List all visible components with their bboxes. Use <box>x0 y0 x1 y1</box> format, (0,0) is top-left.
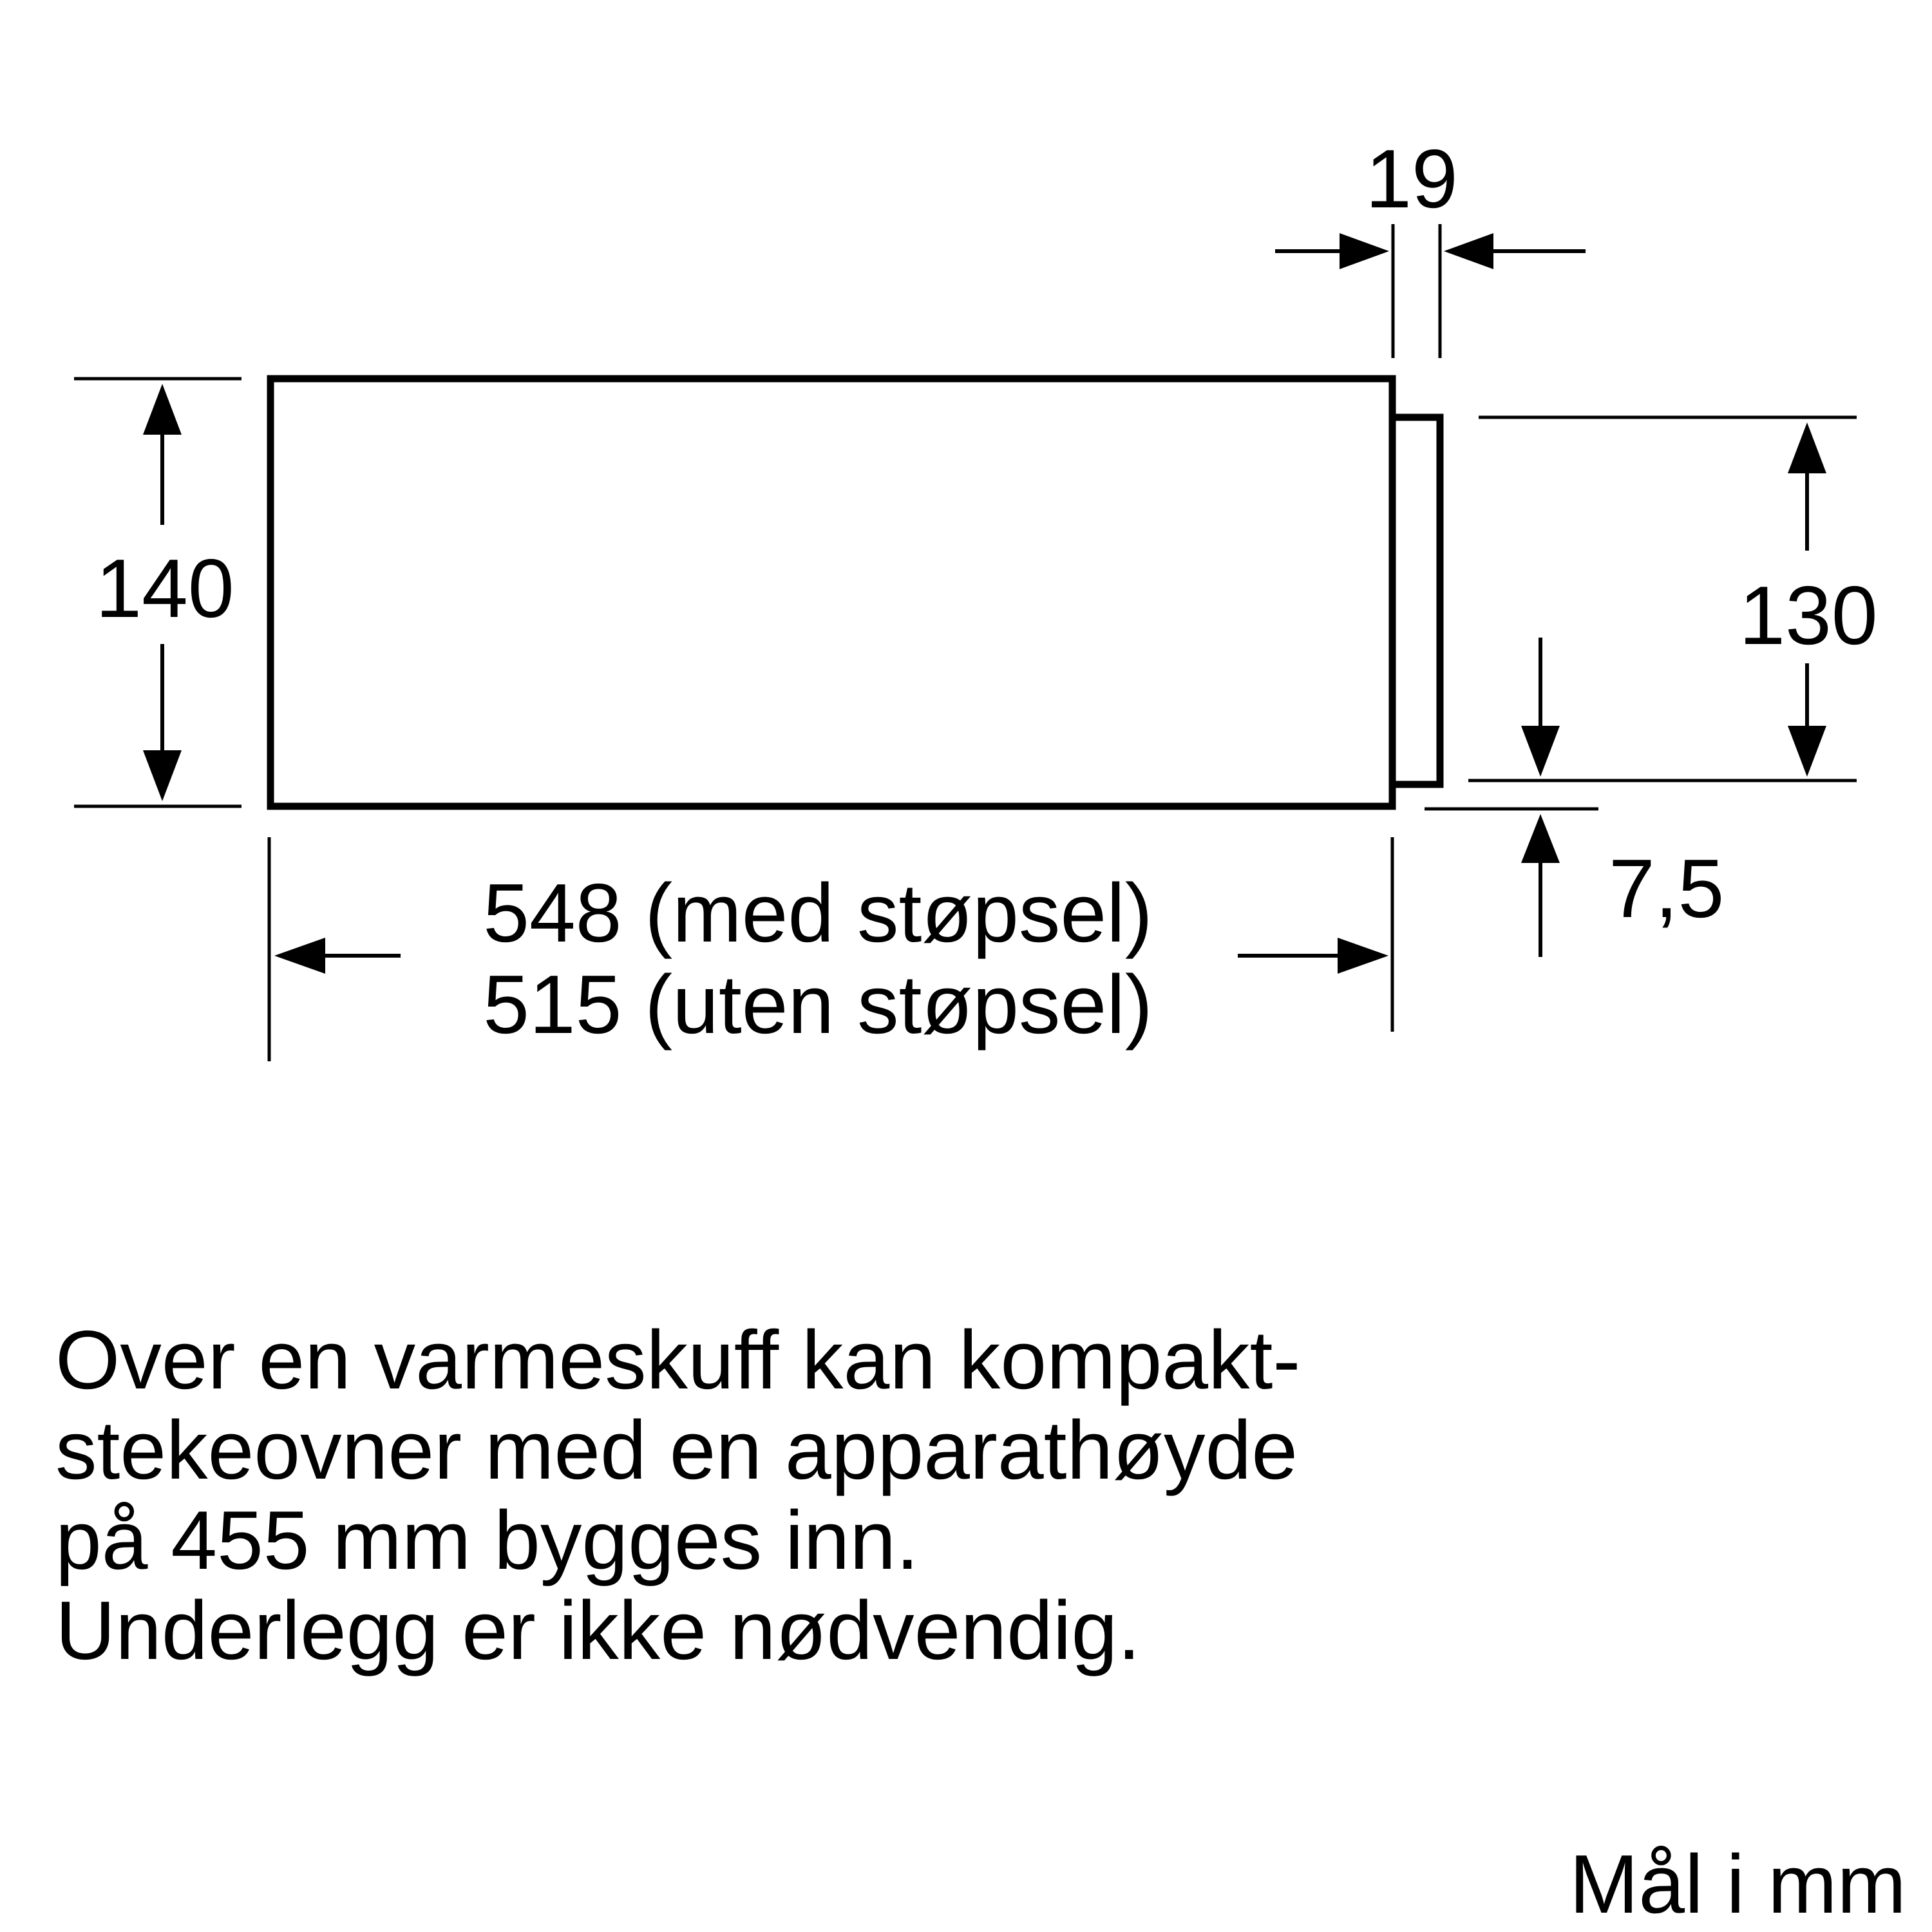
arrow-left-width <box>274 938 325 974</box>
arrow-up-130 <box>1788 422 1826 473</box>
label-offset-7-5: 7,5 <box>1609 842 1725 935</box>
dim-width <box>269 837 1392 1061</box>
arrow-down-130 <box>1788 726 1826 777</box>
arrow-right-width <box>1338 938 1388 974</box>
label-depth-19: 19 <box>1365 133 1458 225</box>
note-line-4: Underlegg er ikke nødvendig. <box>55 1584 1141 1677</box>
dim-offset-7-5 <box>1425 638 1724 957</box>
label-width-without-plug: 515 (uten støpsel) <box>483 958 1153 1051</box>
arrow-up-offset <box>1521 814 1560 863</box>
arrow-down-offset <box>1521 726 1560 777</box>
drawer-body <box>270 379 1392 806</box>
note-line-1: Over en varmeskuff kan kompakt- <box>55 1314 1301 1406</box>
label-width-with-plug: 548 (med støpsel) <box>483 867 1153 960</box>
dim-height-140 <box>74 379 242 806</box>
drawer-front-panel <box>1392 417 1440 784</box>
arrow-right-19 <box>1340 233 1389 269</box>
drawer-outline <box>270 379 1440 806</box>
label-height-130: 130 <box>1739 569 1878 662</box>
dim-depth-19 <box>1275 133 1586 358</box>
arrow-left-19 <box>1444 233 1493 269</box>
note-line-3: på 455 mm bygges inn. <box>55 1494 919 1587</box>
label-height-140: 140 <box>95 542 234 635</box>
arrow-down-140 <box>143 750 182 801</box>
note-line-2: stekeovner med en apparathøyde <box>55 1404 1298 1497</box>
units-label: Mål i mm <box>1569 1838 1906 1931</box>
arrow-up-140 <box>143 384 182 435</box>
